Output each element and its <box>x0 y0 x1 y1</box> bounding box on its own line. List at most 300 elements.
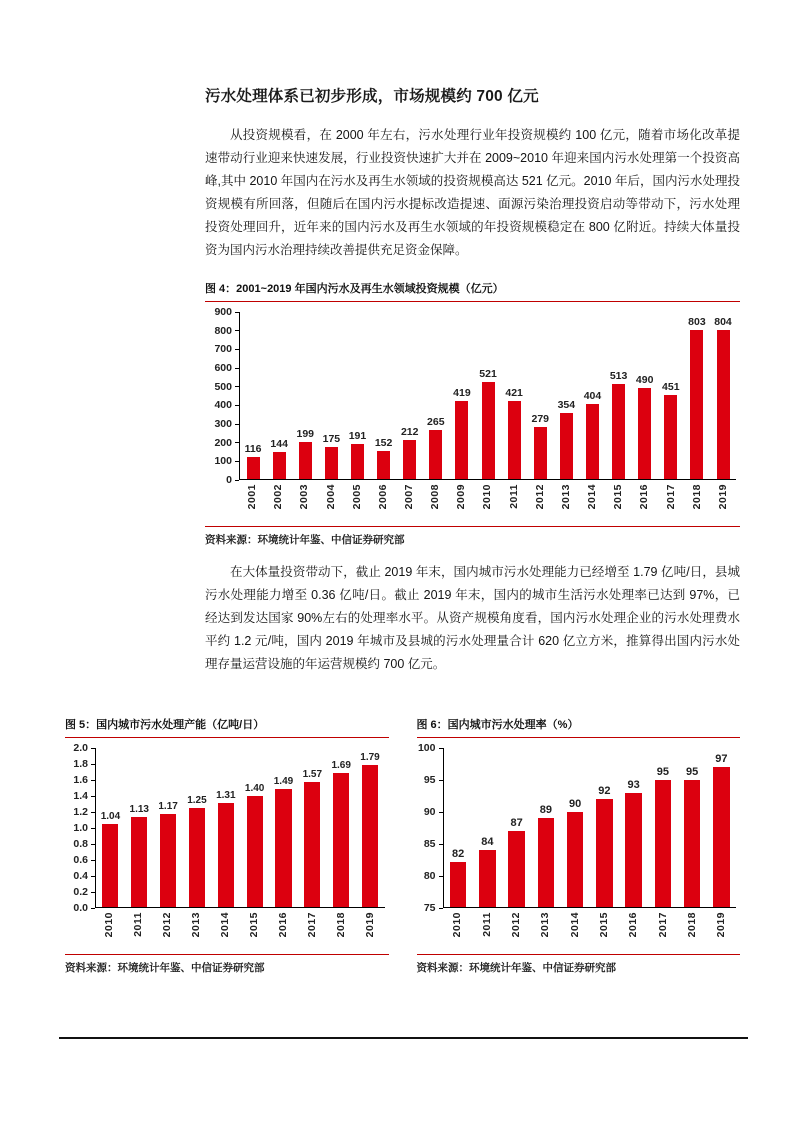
bar <box>455 401 468 479</box>
bar-column <box>531 748 560 907</box>
y-tick-mark <box>91 796 95 797</box>
x-tick-label <box>560 912 589 950</box>
bar-column <box>318 312 344 479</box>
y-tick-text: 400 <box>214 399 232 412</box>
y-axis <box>417 742 443 914</box>
x-tick-text: 2013 <box>190 912 203 938</box>
x-tick-text: 2014 <box>219 912 232 938</box>
figure-6 <box>417 716 741 975</box>
bar <box>299 442 312 479</box>
x-tick-label <box>443 912 472 950</box>
bar-value-label: 95 <box>656 765 669 778</box>
bar <box>247 457 260 479</box>
x-tick-text: 2015 <box>597 912 610 938</box>
y-tick-label <box>214 362 239 374</box>
bar-column <box>423 312 449 479</box>
y-tick-label <box>73 790 95 802</box>
bar-value-label: 1.49 <box>273 775 294 787</box>
bar-column <box>371 312 397 479</box>
x-tick-text: 2011 <box>132 912 145 937</box>
x-tick-label <box>182 912 211 950</box>
x-tick-label <box>677 912 706 950</box>
figure-4-chart <box>205 302 740 526</box>
bar-value-label: 1.31 <box>216 789 236 801</box>
x-tick-text: 2019 <box>716 484 729 510</box>
y-tick-text: 1.2 <box>73 806 88 818</box>
y-tick-label <box>424 870 443 882</box>
x-tick-text: 2005 <box>350 484 363 510</box>
bar-value-label: 191 <box>348 429 367 442</box>
bar-value-label: 1.25 <box>187 794 207 806</box>
y-tick-label <box>214 418 239 430</box>
y-tick-label <box>73 758 95 770</box>
x-tick-text: 2018 <box>690 484 703 510</box>
bar-value-label: 803 <box>688 316 706 328</box>
y-tick-mark <box>91 764 95 765</box>
bar <box>189 808 205 907</box>
bar <box>429 430 442 479</box>
y-tick-text: 800 <box>214 324 232 337</box>
bar-value-label: 82 <box>452 848 465 861</box>
bar-value-label: 175 <box>322 432 341 445</box>
y-tick-text: 600 <box>214 362 232 374</box>
bar <box>131 817 147 907</box>
y-tick-label <box>214 455 239 467</box>
bar-column <box>475 312 501 479</box>
x-tick-label <box>396 484 422 522</box>
bar-column <box>678 748 707 907</box>
y-axis <box>65 742 95 914</box>
figure-5-chart <box>65 738 389 954</box>
x-tick-text: 2011 <box>507 484 520 509</box>
bar-column <box>619 748 648 907</box>
bar-value-label: 199 <box>296 428 315 441</box>
x-tick-text: 2010 <box>481 484 494 510</box>
bar-value-label: 354 <box>557 399 576 412</box>
figure-4 <box>205 280 740 547</box>
x-tick-label <box>707 912 736 950</box>
bar <box>450 862 466 907</box>
bar-column <box>397 312 423 479</box>
y-tick-text: 1.4 <box>73 790 88 802</box>
y-tick-text: 1.0 <box>73 822 88 834</box>
y-tick-mark <box>235 368 239 369</box>
bar <box>625 793 641 907</box>
y-tick-text: 1.6 <box>73 774 88 786</box>
x-tick-text: 2017 <box>664 484 677 510</box>
x-axis <box>95 908 385 950</box>
x-tick-label <box>298 912 327 950</box>
x-tick-label <box>240 912 269 950</box>
y-tick-mark <box>235 405 239 406</box>
y-tick-label <box>424 806 443 818</box>
bar-value-label: 84 <box>481 835 494 848</box>
bar-column <box>240 312 266 479</box>
bar-value-label: 279 <box>531 413 550 426</box>
x-tick-text: 2016 <box>638 484 651 510</box>
x-tick-text: 2014 <box>568 912 581 938</box>
x-tick-text: 2015 <box>248 912 261 938</box>
x-tick-text: 2011 <box>480 912 493 937</box>
bar-column <box>648 748 677 907</box>
bar-column <box>707 748 736 907</box>
y-tick-mark <box>439 876 443 877</box>
bar-value-label: 419 <box>453 387 471 400</box>
bar-chart-treatment-rate <box>417 742 737 950</box>
x-tick-label <box>631 484 657 522</box>
x-tick-label <box>344 484 370 522</box>
y-tick-label <box>73 742 95 754</box>
bar <box>713 767 729 907</box>
y-tick-text: 1.8 <box>73 758 88 770</box>
bar-column <box>444 748 473 907</box>
x-tick-label <box>265 484 291 522</box>
bar-column <box>590 748 619 907</box>
bar-column <box>632 312 658 479</box>
bar <box>664 395 677 479</box>
bar <box>377 451 390 479</box>
x-tick-label <box>124 912 153 950</box>
chart-plot-area <box>95 748 385 908</box>
bar-column <box>154 748 183 907</box>
bar-column <box>658 312 684 479</box>
bar-value-label: 490 <box>635 374 654 387</box>
y-tick-label <box>73 838 95 850</box>
y-tick-label <box>214 381 239 393</box>
x-tick-text: 2006 <box>376 484 389 510</box>
y-tick-mark <box>235 386 239 387</box>
x-tick-label <box>327 912 356 950</box>
bar-column <box>579 312 605 479</box>
y-tick-label <box>424 838 443 850</box>
y-tick-label <box>73 854 95 866</box>
x-tick-label <box>356 912 385 950</box>
y-tick-text: 0.2 <box>73 886 88 898</box>
bar-column <box>344 312 370 479</box>
y-tick-mark <box>235 461 239 462</box>
bar-value-label: 1.69 <box>331 759 351 771</box>
x-tick-text: 2018 <box>335 912 348 938</box>
y-tick-label <box>73 774 95 786</box>
bar-value-label: 95 <box>686 765 699 778</box>
y-tick-text: 700 <box>214 343 232 356</box>
chart-plot-area <box>239 312 736 480</box>
bar-value-label: 265 <box>427 415 445 428</box>
bar-value-label: 1.13 <box>129 804 149 816</box>
bar-column <box>183 748 212 907</box>
y-tick-label <box>214 325 239 337</box>
bar <box>508 401 521 479</box>
y-tick-text: 95 <box>423 774 436 786</box>
bar <box>638 388 651 479</box>
bar-column <box>473 748 502 907</box>
bar-column <box>211 748 240 907</box>
bar <box>690 330 703 479</box>
figure-5-title: 图 5：国内城市污水处理产能（亿吨/日） <box>65 716 389 738</box>
y-tick-mark <box>235 442 239 443</box>
figure-5 <box>65 716 389 975</box>
x-tick-label <box>501 912 530 950</box>
x-tick-text: 2017 <box>656 912 669 938</box>
bar <box>247 796 263 907</box>
bar-value-label: 1.57 <box>302 769 323 781</box>
x-axis <box>239 480 736 522</box>
y-tick-mark <box>235 424 239 425</box>
y-tick-text: 100 <box>417 742 436 754</box>
x-tick-label <box>684 484 710 522</box>
x-tick-text: 2012 <box>509 912 522 938</box>
bar <box>325 447 338 479</box>
bar-value-label: 1.79 <box>360 751 380 763</box>
bar-column <box>240 748 269 907</box>
bar-value-label: 804 <box>714 315 732 328</box>
y-tick-text: 200 <box>214 436 232 449</box>
x-tick-label <box>317 484 343 522</box>
x-tick-label <box>95 912 124 950</box>
bar <box>351 444 364 479</box>
y-tick-label <box>214 399 239 411</box>
bar <box>684 780 700 907</box>
y-tick-label <box>73 806 95 818</box>
x-tick-text: 2010 <box>451 912 464 938</box>
body-paragraph-2: 在大体量投资带动下，截止 2019 年末，国内城市污水处理能力已经增至 1.79 亿吨/日，县城污水处理能力增至 0.36 亿吨/日。截止 2019 年末，国内的城市生活污水处理率已达到 97%，已经达到发达国家 90%左右的处理率水平。从资产规模角度看，国内污水处理企业的污水处理费水平约 1.2 元/吨，国内 2019 年城市及县城的污水处理量合计 620 亿立方米，推算得出国内污水处理存量运营设施的年运营规模约 700 亿元。 <box>205 565 740 671</box>
y-tick-mark <box>91 748 95 749</box>
y-tick-label <box>73 870 95 882</box>
x-tick-text: 2019 <box>715 912 728 938</box>
x-tick-text: 2016 <box>627 912 640 938</box>
y-tick-text: 80 <box>423 870 436 882</box>
bar-value-label: 1.40 <box>244 782 265 794</box>
y-tick-mark <box>439 780 443 781</box>
bar-column <box>269 748 298 907</box>
x-tick-text: 2016 <box>277 912 290 938</box>
y-tick-mark <box>91 860 95 861</box>
bar-value-label: 451 <box>662 381 680 394</box>
y-tick-text: 75 <box>423 902 436 914</box>
x-tick-label <box>472 912 501 950</box>
bar-value-label: 1.17 <box>158 801 178 812</box>
chart-plot-area <box>443 748 737 908</box>
bar-value-label: 93 <box>627 778 640 791</box>
figure-6-source: 资料来源：环境统计年鉴、中信证券研究部 <box>417 954 741 975</box>
y-tick-label <box>418 742 443 754</box>
x-tick-label <box>474 484 500 522</box>
y-tick-mark <box>235 480 239 481</box>
y-tick-mark <box>439 908 443 909</box>
bar-value-label: 1.04 <box>100 811 121 823</box>
bar-value-label: 404 <box>583 390 602 403</box>
x-tick-label <box>153 912 182 950</box>
figure-4-title: 图 4：2001~2019 年国内污水及再生水领域投资规模（亿元） <box>205 280 740 302</box>
x-tick-label <box>527 484 553 522</box>
bar-column <box>527 312 553 479</box>
y-tick-text: 900 <box>214 306 232 318</box>
y-axis <box>205 306 239 486</box>
main-text-column <box>205 84 740 676</box>
x-tick-text: 2008 <box>429 484 442 510</box>
bar <box>102 824 118 907</box>
y-tick-mark <box>91 828 95 829</box>
x-tick-text: 2014 <box>586 484 599 510</box>
bar-column <box>561 748 590 907</box>
bar <box>538 818 554 907</box>
x-tick-text: 2012 <box>533 484 546 510</box>
bar <box>534 427 547 479</box>
x-tick-label <box>579 484 605 522</box>
y-tick-text: 300 <box>214 418 232 430</box>
bar <box>273 452 286 479</box>
bar <box>586 404 599 479</box>
x-tick-label <box>269 912 298 950</box>
x-tick-label <box>422 484 448 522</box>
bar <box>508 831 524 907</box>
bar <box>160 814 176 907</box>
y-tick-label <box>73 822 95 834</box>
y-tick-text: 0.4 <box>73 870 88 882</box>
bar-column <box>298 748 327 907</box>
y-tick-mark <box>235 330 239 331</box>
bar <box>717 330 730 479</box>
y-tick-mark <box>91 812 95 813</box>
y-tick-label <box>73 886 95 898</box>
y-tick-mark <box>91 892 95 893</box>
x-tick-label <box>589 912 618 950</box>
x-tick-text: 2007 <box>403 484 416 510</box>
x-tick-label <box>448 484 474 522</box>
bar-value-label: 87 <box>510 816 523 829</box>
y-tick-mark <box>91 844 95 845</box>
bar-value-label: 421 <box>505 386 523 399</box>
y-tick-mark <box>91 780 95 781</box>
bar-column <box>684 312 710 479</box>
y-tick-mark <box>91 908 95 909</box>
figure-5-source: 资料来源：环境统计年鉴、中信证券研究部 <box>65 954 389 975</box>
body-paragraph-1: 从投资规模看，在 2000 年左右，污水处理行业年投资规模约 100 亿元，随着市场化改革提速带动行业迎来快速发展，行业投资快速扩大并在 2009~2010 年迎来国内污水处理第一个投资高峰,其中 2010 年国内在污水及再生水领域的投资规模高达 521 亿元。2010 年后，国内污水处理投资规模有所回落，但随后在国内污水提标改造提速、面源污染治理投资启动等带动下，污水处理投资处理回升，近年来的国内污水及再生水领域的年投资规模稳定在 800 亿附近。持续大体量投资为国内污水治理持续改善提供充足资金保障。 <box>205 128 740 257</box>
y-tick-text: 2.0 <box>73 742 88 754</box>
x-tick-text: 2004 <box>324 484 337 510</box>
bar-value-label: 144 <box>270 438 288 451</box>
bar <box>403 440 416 479</box>
x-tick-label <box>211 912 240 950</box>
y-tick-text: 0 <box>226 474 232 486</box>
bar-value-label: 513 <box>609 369 628 382</box>
x-tick-text: 2015 <box>612 484 625 510</box>
bar-column <box>606 312 632 479</box>
x-tick-text: 2013 <box>559 484 572 510</box>
bar-value-label: 89 <box>539 803 552 816</box>
y-tick-mark <box>235 349 239 350</box>
y-tick-label <box>226 474 239 486</box>
x-tick-text: 2010 <box>103 912 116 938</box>
y-tick-text: 0.8 <box>73 838 88 850</box>
figure-row <box>65 698 740 975</box>
x-tick-label <box>619 912 648 950</box>
bar-column <box>327 748 356 907</box>
y-tick-text: 85 <box>423 838 436 850</box>
x-tick-text: 2012 <box>161 912 174 938</box>
bar-column <box>292 312 318 479</box>
x-tick-label <box>370 484 396 522</box>
bar-value-label: 92 <box>598 784 611 797</box>
bar-column <box>266 312 292 479</box>
bar <box>333 773 349 907</box>
x-tick-text: 2013 <box>539 912 552 938</box>
bar-value-label: 212 <box>400 425 419 438</box>
x-tick-label <box>239 484 265 522</box>
figure-6-chart <box>417 738 741 954</box>
bar-column <box>501 312 527 479</box>
y-tick-mark <box>439 844 443 845</box>
y-tick-label <box>214 437 239 449</box>
bar <box>479 850 495 907</box>
y-tick-text: 0.6 <box>73 854 88 866</box>
footer-divider <box>59 1037 748 1039</box>
bar <box>304 782 320 907</box>
x-tick-text: 2002 <box>272 484 285 510</box>
x-tick-text: 2017 <box>306 912 319 938</box>
bar-column <box>125 748 154 907</box>
y-tick-label <box>214 343 239 355</box>
y-tick-text: 500 <box>214 380 232 393</box>
x-tick-label <box>501 484 527 522</box>
y-tick-label <box>424 902 443 914</box>
bar-column <box>356 748 385 907</box>
bar-column <box>502 748 531 907</box>
figure-4-source: 资料来源：环境统计年鉴、中信证券研究部 <box>205 526 740 547</box>
bar <box>612 384 625 479</box>
y-tick-mark <box>439 812 443 813</box>
x-tick-label <box>658 484 684 522</box>
x-tick-text: 2019 <box>364 912 377 938</box>
bar <box>218 803 234 907</box>
y-tick-text: 0.0 <box>73 902 88 914</box>
bar-value-label: 152 <box>374 436 393 449</box>
bar <box>596 799 612 907</box>
y-tick-label <box>73 902 95 914</box>
x-axis <box>443 908 737 950</box>
x-tick-text: 2018 <box>685 912 698 938</box>
bar-value-label: 97 <box>715 753 728 766</box>
figure-6-title: 图 6：国内城市污水处理率（%） <box>417 716 741 738</box>
bar <box>560 413 573 479</box>
y-tick-mark <box>235 312 239 313</box>
bar-chart-capacity <box>65 742 385 950</box>
y-tick-label <box>214 306 239 318</box>
bar <box>655 780 671 907</box>
bar <box>567 812 583 907</box>
y-tick-mark <box>91 876 95 877</box>
bar-column <box>96 748 125 907</box>
x-tick-label <box>648 912 677 950</box>
section-title: 污水处理体系已初步形成，市场规模约 700 亿元 <box>205 88 539 105</box>
bar-value-label: 521 <box>479 368 497 381</box>
bar-column <box>553 312 579 479</box>
x-tick-label <box>291 484 317 522</box>
bar-value-label: 116 <box>244 443 262 456</box>
bar <box>482 382 495 479</box>
bar-value-label: 90 <box>569 797 582 810</box>
y-tick-mark <box>439 748 443 749</box>
bar <box>362 765 378 907</box>
x-tick-text: 2009 <box>455 484 468 510</box>
y-tick-label <box>424 774 443 786</box>
bar-chart-investment <box>205 306 736 522</box>
x-tick-label <box>605 484 631 522</box>
x-tick-text: 2001 <box>246 484 259 510</box>
bar-column <box>449 312 475 479</box>
x-tick-label <box>553 484 579 522</box>
x-tick-text: 2003 <box>298 484 311 510</box>
